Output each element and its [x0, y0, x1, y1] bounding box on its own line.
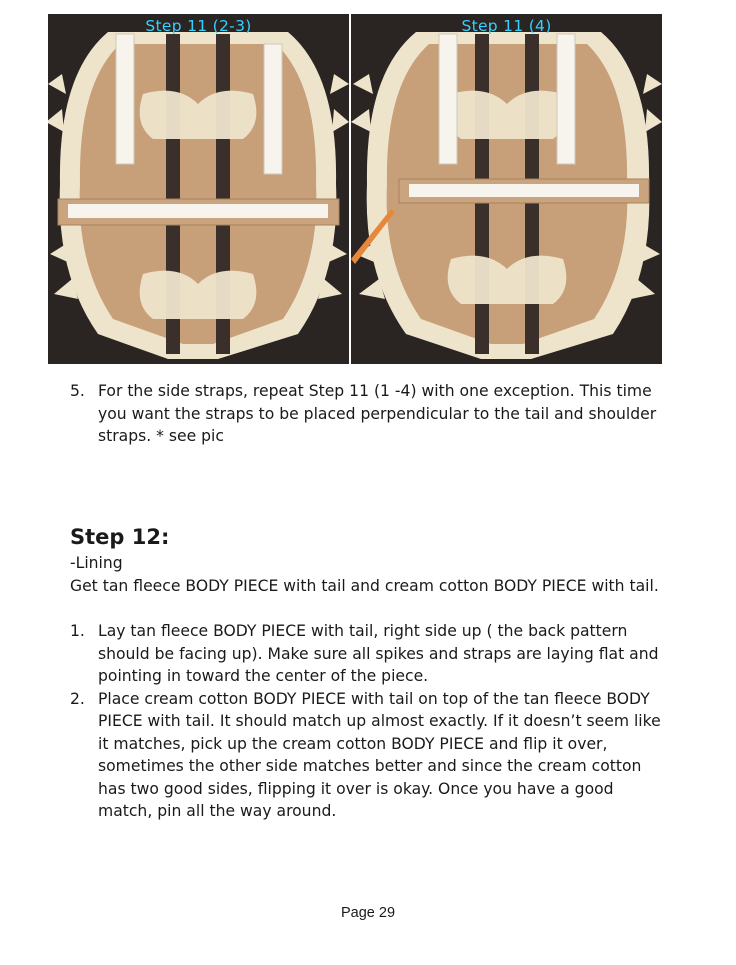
page-number: Page 29 — [340, 905, 396, 921]
list-item — [70, 380, 670, 448]
list-text: Lay tan fleece BODY PIECE with tail, right side up ( the back pattern should be facing up). Make sure all spikes and straps are laying flat and pointing in toward the center of the piece. — [98, 622, 659, 685]
section-subtitle: -Lining — [70, 554, 123, 572]
list-number: 2. — [70, 689, 85, 708]
section-heading: Step 12: — [70, 525, 170, 549]
photo-step-11-4 — [351, 14, 662, 364]
step-5-list — [70, 380, 670, 448]
photo-step-11-2-3 — [48, 14, 349, 364]
sewing-photo-illustration — [351, 14, 662, 364]
photo-caption: Step 11 (4) — [461, 17, 552, 35]
list-item — [70, 620, 670, 688]
list-text: For the side straps, repeat Step 11 (1 -4) with one exception. This time you want the straps to be placed perpendicular to the tail and shoulder straps. * see pic — [98, 382, 657, 445]
step-12-list — [70, 620, 670, 823]
section-intro: Get tan fleece BODY PIECE with tail and cream cotton BODY PIECE with tail. — [70, 577, 659, 595]
list-text: Place cream cotton BODY PIECE with tail on top of the tan fleece BODY PIECE with tail. It should match up almost exactly. If it doesn’t seem like it matches, pick up the cream cotton BODY PIECE and flip it over, sometimes the other side matches better and since the cream cotton has two good sides, flipping it over is okay. Once you have a good match, pin all the way around. — [98, 689, 661, 820]
photo-caption: Step 11 (2-3) — [145, 17, 252, 35]
list-number: 5. — [70, 382, 85, 400]
list-item — [70, 688, 670, 823]
sewing-photo-illustration — [48, 14, 349, 364]
list-number: 1. — [70, 622, 85, 640]
